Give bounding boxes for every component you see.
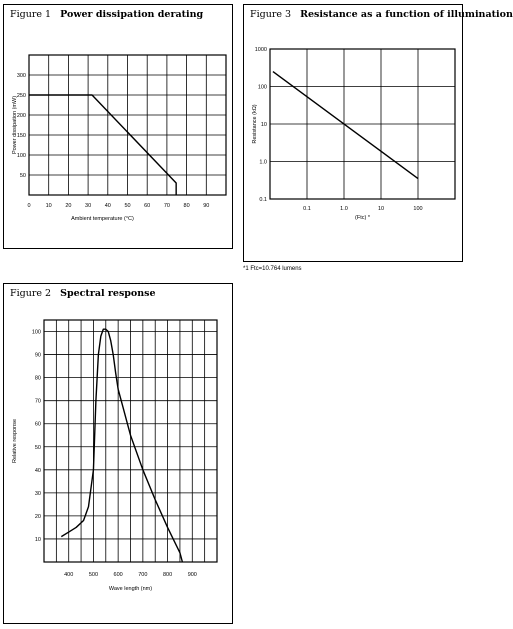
y-tick-label: 70	[34, 398, 41, 405]
y-tick-label: 100	[16, 153, 26, 159]
figure-3-footnote: *1 Ftc=10.764 lumens	[243, 266, 302, 272]
figure-2-panel	[3, 283, 233, 624]
figure-2-title	[10, 288, 156, 299]
figure-3-label: Figure 3	[250, 9, 292, 20]
y-tick-label: 1.0	[259, 159, 267, 166]
y-tick-label: 10	[34, 536, 41, 543]
x-axis-title: Ambient temperature (°C)	[71, 216, 134, 222]
x-axis-title: Wave length (nm)	[108, 586, 153, 592]
x-tick-label: 0	[27, 203, 31, 209]
figure-3-chart	[244, 23, 462, 261]
x-tick-label: 10	[377, 206, 385, 212]
y-axis-title: Resistance (kΩ)	[252, 104, 258, 144]
figure-3-panel	[243, 4, 513, 262]
figure-3-name: Resistance as a function of illumination	[300, 9, 513, 20]
x-tick-label: 30	[85, 203, 92, 209]
y-tick-label: 300	[16, 73, 26, 79]
y-tick-label: 100	[257, 84, 267, 91]
figure-1-label: Figure 1	[10, 9, 52, 20]
x-tick-label: 400	[64, 572, 74, 578]
figure-2-chart	[4, 302, 232, 623]
y-tick-label: 50	[19, 173, 26, 179]
y-tick-label: 1000	[254, 47, 267, 53]
figure-2-name: Spectral response	[60, 288, 156, 299]
x-tick-label: 70	[163, 203, 170, 209]
y-tick-label: 20	[34, 513, 41, 520]
y-tick-label: 150	[16, 133, 26, 139]
figure-1-name: Power dissipation derating	[60, 9, 204, 20]
x-tick-label: 90	[203, 203, 210, 209]
y-tick-label: 10	[260, 122, 267, 128]
x-tick-label: 60	[144, 203, 151, 209]
x-tick-label: 20	[65, 203, 72, 209]
x-tick-label: 500	[88, 572, 99, 578]
figure-3-title	[250, 9, 513, 20]
x-tick-label: 900	[187, 572, 197, 578]
y-tick-label: 90	[34, 352, 41, 359]
x-tick-label: 600	[113, 572, 123, 578]
figure-1-panel	[3, 4, 233, 249]
x-tick-label: 1.0	[340, 206, 348, 212]
y-tick-label: 100	[31, 329, 41, 336]
y-tick-label: 200	[16, 113, 26, 119]
y-tick-label: 60	[34, 421, 41, 428]
x-tick-label: 0.1	[303, 206, 311, 212]
x-tick-label: 700	[138, 572, 148, 578]
series-line	[61, 329, 182, 562]
series-line	[273, 72, 418, 179]
x-tick-label: 40	[104, 203, 111, 209]
x-tick-label: 100	[413, 206, 423, 212]
y-axis-title: Power dissipation (mW)	[12, 95, 18, 155]
y-tick-label: 40	[34, 467, 41, 474]
x-axis-title: (Ftc) *	[355, 215, 370, 221]
x-tick-label: 10	[45, 203, 52, 209]
y-tick-label: 80	[34, 375, 41, 382]
figure-1-title	[10, 9, 203, 20]
figure-1-chart	[4, 23, 232, 248]
figure-2-label: Figure 2	[10, 288, 52, 299]
y-axis-title: Relative response	[12, 418, 18, 464]
y-tick-label: 0.1	[259, 197, 267, 203]
y-tick-label: 30	[34, 490, 41, 497]
x-tick-label: 800	[162, 572, 173, 578]
y-tick-label: 250	[16, 93, 26, 99]
x-tick-label: 50	[124, 203, 131, 209]
x-tick-label: 80	[183, 203, 190, 209]
y-tick-label: 50	[34, 444, 41, 451]
series-line	[29, 95, 176, 195]
